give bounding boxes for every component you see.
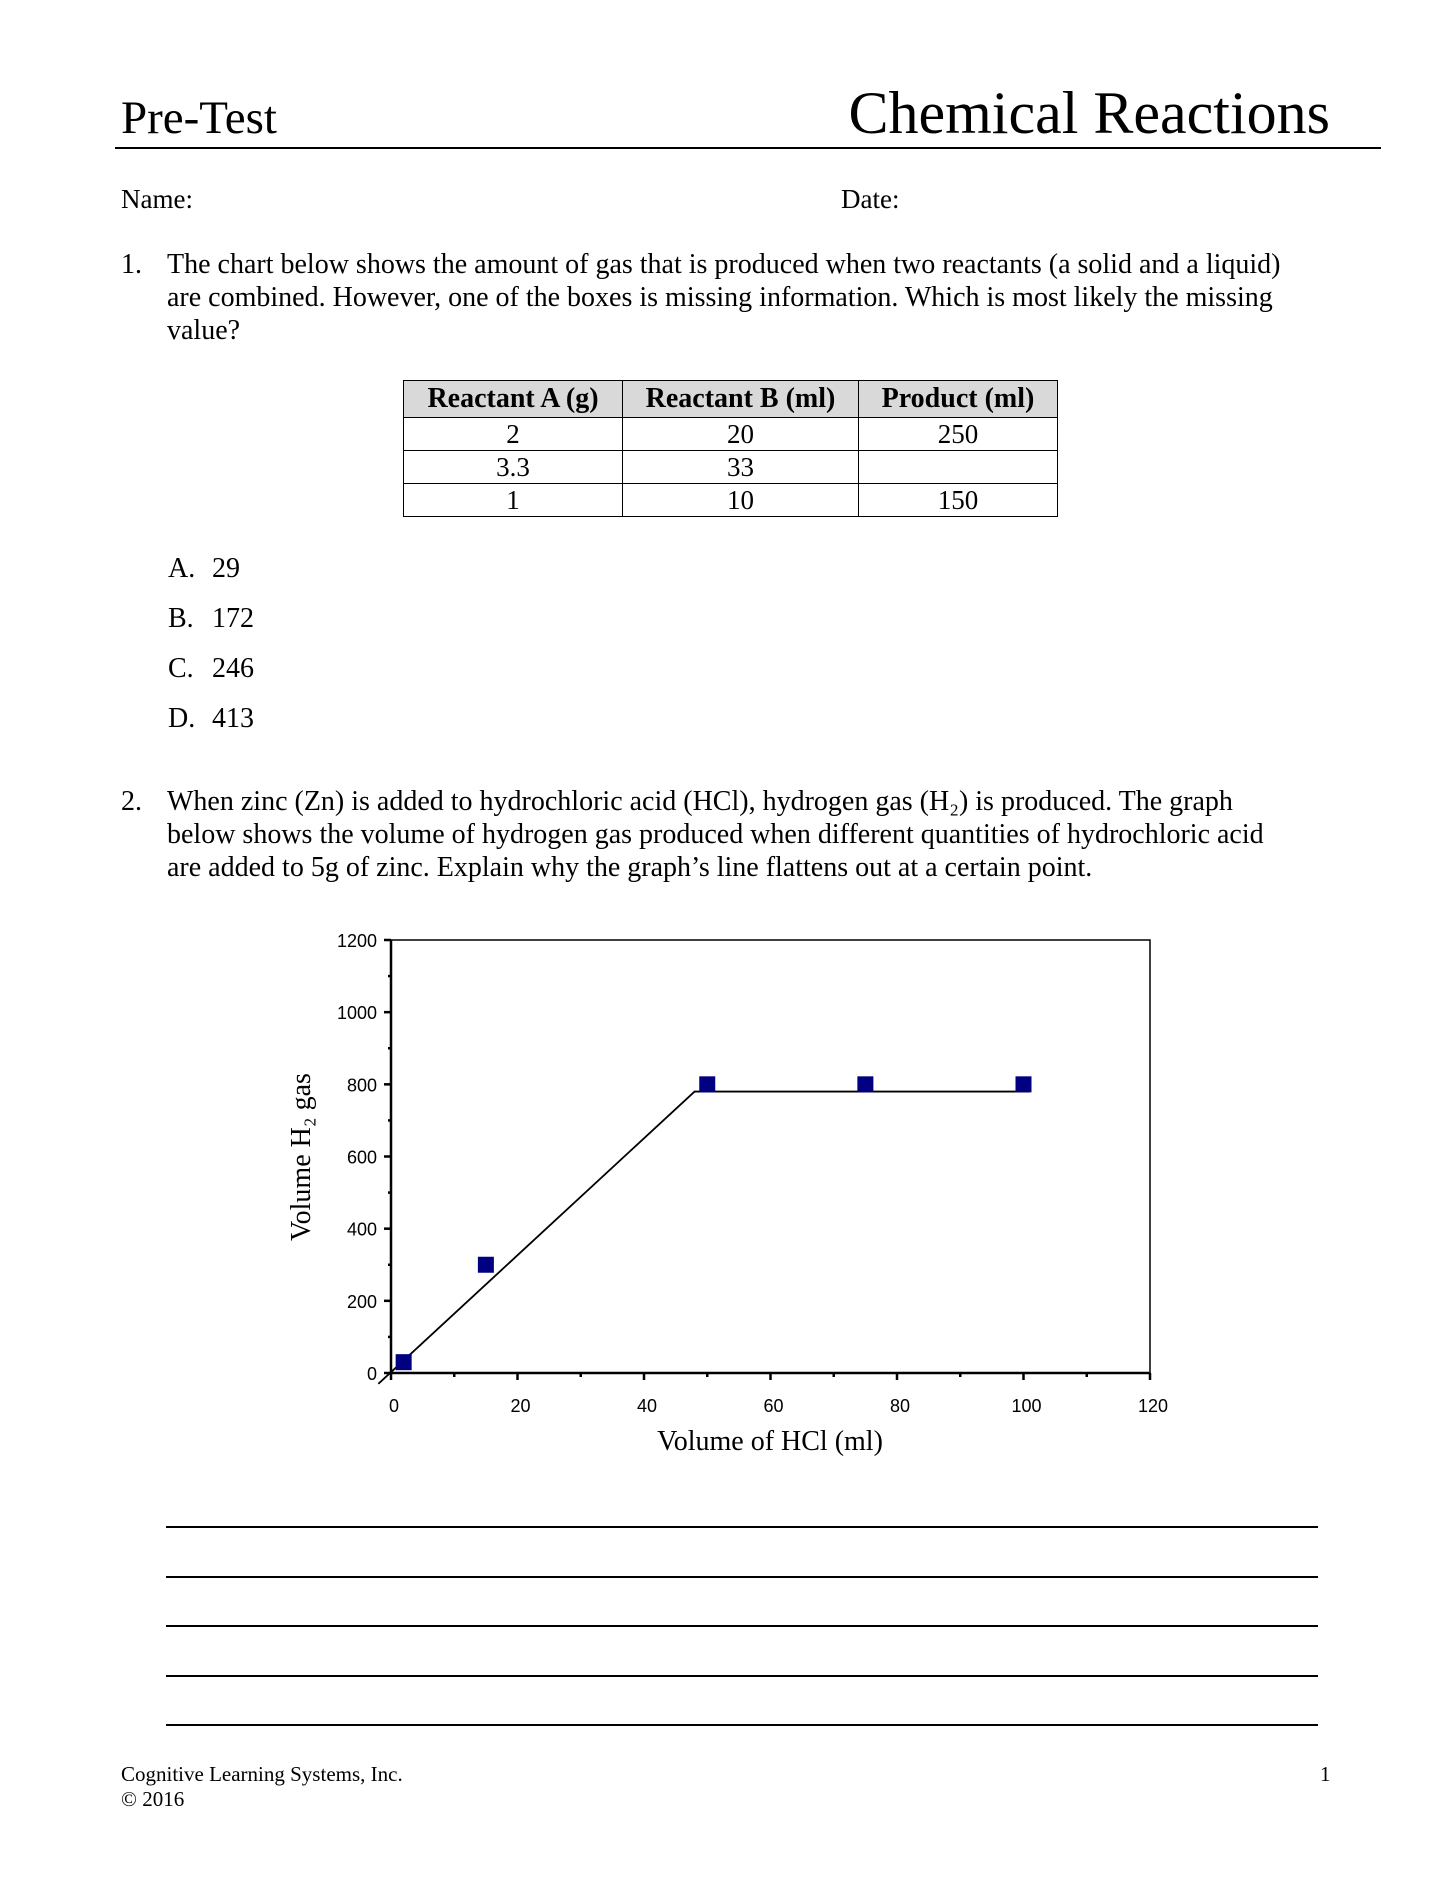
data-point-marker: [699, 1076, 715, 1092]
table-cell: 33: [623, 451, 859, 484]
choice-value: 413: [212, 703, 254, 734]
answer-line[interactable]: [166, 1526, 1318, 1528]
data-points: [396, 1076, 1032, 1370]
name-label: Name:: [121, 184, 193, 214]
page-number: 1: [1320, 1762, 1331, 1786]
table-cell: 250: [859, 418, 1058, 451]
table-cell: 10: [623, 484, 859, 517]
axis-ticks: [337, 931, 1168, 1416]
date-label: Date:: [841, 184, 900, 214]
table-cell: 2: [404, 418, 623, 451]
answer-line[interactable]: [166, 1724, 1318, 1726]
table-header: Reactant A (g): [404, 381, 623, 418]
question-1-line: value?: [167, 315, 241, 346]
x-tick-label: 20: [510, 1396, 531, 1416]
y-tick-label: 0: [366, 1364, 377, 1384]
x-tick-label: 100: [1011, 1396, 1042, 1416]
choice-label: A.: [168, 553, 196, 584]
y-tick-label: 600: [346, 1147, 377, 1168]
choice-value: 172: [212, 603, 254, 634]
question-2-line: below shows the volume of hydrogen gas produced when different quantities of hydrochloric acid: [167, 819, 1264, 850]
question-2-line: are added to 5g of zinc. Explain why the graph’s line flattens out at a certain point.: [167, 852, 1093, 883]
y-tick-label: 200: [346, 1291, 377, 1312]
question-2-number: 2.: [121, 786, 142, 817]
trend-polyline: [378, 1092, 1029, 1384]
x-tick-label: 0: [388, 1396, 400, 1416]
choice-label: B.: [168, 603, 194, 634]
data-point-marker: [396, 1354, 412, 1370]
answer-line[interactable]: [166, 1675, 1318, 1677]
x-axis-label: Volume of HCl (ml): [657, 1426, 883, 1457]
y-tick-label: 400: [346, 1219, 377, 1240]
question-1-number: 1.: [121, 249, 142, 280]
pre-test-title: Pre-Test: [121, 92, 277, 144]
table-header: Reactant B (ml): [623, 381, 859, 418]
footer-company: Cognitive Learning Systems, Inc.: [121, 1762, 403, 1786]
y-tick-label: 800: [346, 1075, 377, 1096]
y-tick-label: 1000: [336, 1003, 377, 1024]
table-cell: 150: [859, 484, 1058, 517]
data-point-marker: [857, 1076, 873, 1092]
question-1-line: The chart below shows the amount of gas that is produced when two reactants (a solid and a liquid): [167, 249, 1281, 280]
x-tick-label: 120: [1137, 1396, 1169, 1416]
question-2-line: When zinc (Zn) is added to hydrochloric acid (HCl), hydrogen gas (H₂) is produced. The graph: [167, 786, 1233, 817]
data-point-marker: [1016, 1076, 1032, 1092]
unit-title: Chemical Reactions: [848, 80, 1330, 146]
question-1-line: are combined. However, one of the boxes is missing information. Which is most likely the missing: [167, 282, 1273, 313]
table-cell: 3.3: [404, 451, 623, 484]
answer-line[interactable]: [166, 1576, 1318, 1578]
choice-label: D.: [168, 703, 196, 734]
trend-line: [378, 1092, 1029, 1384]
table-cell: 1: [404, 484, 623, 517]
x-tick-label: 60: [763, 1396, 784, 1416]
y-tick-label: 1200: [336, 931, 377, 951]
plot-frame: [391, 940, 1150, 1373]
choice-value: 29: [212, 553, 240, 584]
table-cell: 20: [623, 418, 859, 451]
data-point-marker: [478, 1257, 494, 1273]
choice-label: C.: [168, 653, 194, 684]
x-tick-label: 80: [889, 1396, 911, 1416]
footer-copyright: © 2016: [121, 1787, 185, 1811]
choice-value: 246: [212, 653, 254, 684]
x-tick-label: 40: [636, 1396, 658, 1416]
table-header: Product (ml): [859, 381, 1058, 418]
plot-border: [391, 940, 1150, 1373]
y-axis-label: Volume H₂ gas: [286, 1073, 317, 1241]
answer-line[interactable]: [166, 1625, 1318, 1627]
